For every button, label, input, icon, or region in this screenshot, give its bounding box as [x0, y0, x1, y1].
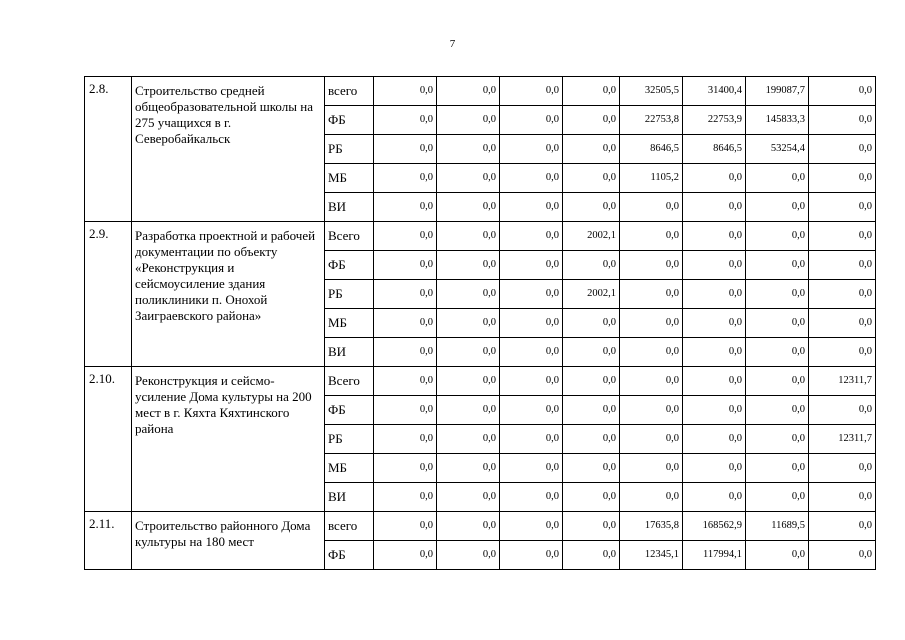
- budget-table: [84, 76, 876, 570]
- amount-cell: 22753,9: [683, 106, 746, 135]
- amount-cell: 0,0: [809, 77, 876, 106]
- amount-cell: 0,0: [374, 309, 437, 338]
- amount-cell: 0,0: [620, 280, 683, 309]
- funding-source: ФБ: [325, 106, 374, 135]
- amount-cell: 0,0: [620, 338, 683, 367]
- amount-cell: 0,0: [563, 135, 620, 164]
- amount-cell: 0,0: [500, 164, 563, 193]
- amount-cell: 0,0: [500, 135, 563, 164]
- funding-source: ФБ: [325, 251, 374, 280]
- amount-cell: 0,0: [437, 483, 500, 512]
- amount-cell: 0,0: [437, 425, 500, 454]
- amount-cell: 0,0: [374, 251, 437, 280]
- amount-cell: 0,0: [683, 251, 746, 280]
- funding-source: РБ: [325, 135, 374, 164]
- item-title: Строительство средней общеобразовательной школы на 275 учащихся в г. Северобайкальск: [132, 77, 325, 222]
- amount-cell: 0,0: [683, 367, 746, 396]
- funding-source: РБ: [325, 425, 374, 454]
- amount-cell: 0,0: [620, 367, 683, 396]
- table-row: [85, 222, 876, 251]
- amount-cell: 0,0: [374, 367, 437, 396]
- amount-cell: 0,0: [809, 541, 876, 570]
- funding-source: ВИ: [325, 338, 374, 367]
- item-number: 2.11.: [85, 512, 132, 570]
- amount-cell: 0,0: [563, 454, 620, 483]
- amount-cell: 0,0: [809, 512, 876, 541]
- amount-cell: 0,0: [620, 193, 683, 222]
- amount-cell: 0,0: [437, 222, 500, 251]
- page-number: 7: [449, 38, 456, 50]
- amount-cell: 0,0: [620, 222, 683, 251]
- amount-cell: 0,0: [500, 541, 563, 570]
- amount-cell: 199087,7: [746, 77, 809, 106]
- item-title: Строительство районного Дома культуры на 180 мест: [132, 512, 325, 570]
- amount-cell: 12345,1: [620, 541, 683, 570]
- amount-cell: 168562,9: [683, 512, 746, 541]
- amount-cell: 0,0: [437, 164, 500, 193]
- amount-cell: 0,0: [746, 251, 809, 280]
- amount-cell: 0,0: [437, 280, 500, 309]
- amount-cell: 0,0: [500, 193, 563, 222]
- funding-source: всего: [325, 77, 374, 106]
- amount-cell: 0,0: [500, 396, 563, 425]
- amount-cell: 11689,5: [746, 512, 809, 541]
- amount-cell: 2002,1: [563, 222, 620, 251]
- amount-cell: 0,0: [437, 251, 500, 280]
- amount-cell: 0,0: [563, 396, 620, 425]
- amount-cell: 0,0: [809, 222, 876, 251]
- funding-source: ВИ: [325, 193, 374, 222]
- amount-cell: 0,0: [563, 483, 620, 512]
- amount-cell: 145833,3: [746, 106, 809, 135]
- amount-cell: 32505,5: [620, 77, 683, 106]
- amount-cell: 8646,5: [620, 135, 683, 164]
- amount-cell: 0,0: [374, 396, 437, 425]
- amount-cell: 0,0: [500, 222, 563, 251]
- item-title: Разработка проектной и рабочей документации по объекту «Реконструкция и сейсмоусиление здания поликлиники п. Онохой Заиграевского района»: [132, 222, 325, 367]
- amount-cell: 0,0: [374, 280, 437, 309]
- amount-cell: 0,0: [500, 483, 563, 512]
- amount-cell: 0,0: [746, 367, 809, 396]
- amount-cell: 0,0: [620, 251, 683, 280]
- amount-cell: 0,0: [374, 193, 437, 222]
- amount-cell: 0,0: [500, 280, 563, 309]
- amount-cell: 0,0: [809, 106, 876, 135]
- amount-cell: 0,0: [809, 454, 876, 483]
- amount-cell: 0,0: [746, 396, 809, 425]
- item-number: 2.9.: [85, 222, 132, 367]
- amount-cell: 0,0: [374, 338, 437, 367]
- table-row: [85, 367, 876, 396]
- amount-cell: 0,0: [809, 251, 876, 280]
- amount-cell: 0,0: [809, 396, 876, 425]
- amount-cell: 0,0: [809, 309, 876, 338]
- amount-cell: 0,0: [746, 483, 809, 512]
- amount-cell: 0,0: [746, 309, 809, 338]
- amount-cell: 0,0: [500, 77, 563, 106]
- amount-cell: 0,0: [683, 222, 746, 251]
- amount-cell: 0,0: [683, 338, 746, 367]
- amount-cell: 0,0: [746, 454, 809, 483]
- amount-cell: 0,0: [374, 541, 437, 570]
- amount-cell: 0,0: [500, 454, 563, 483]
- amount-cell: 0,0: [500, 309, 563, 338]
- amount-cell: 0,0: [620, 309, 683, 338]
- budget-table-body: [85, 77, 876, 570]
- funding-source: МБ: [325, 164, 374, 193]
- amount-cell: 0,0: [563, 309, 620, 338]
- amount-cell: 0,0: [374, 135, 437, 164]
- amount-cell: 0,0: [563, 251, 620, 280]
- amount-cell: 0,0: [809, 280, 876, 309]
- amount-cell: 0,0: [437, 135, 500, 164]
- amount-cell: 0,0: [809, 193, 876, 222]
- item-title: Реконструкция и сейсмо-усиление Дома культуры на 200 мест в г. Кяхта Кяхтинского района: [132, 367, 325, 512]
- amount-cell: 0,0: [500, 512, 563, 541]
- amount-cell: 0,0: [563, 367, 620, 396]
- amount-cell: 0,0: [563, 193, 620, 222]
- amount-cell: 17635,8: [620, 512, 683, 541]
- amount-cell: 0,0: [620, 396, 683, 425]
- amount-cell: 0,0: [809, 164, 876, 193]
- funding-source: Всего: [325, 367, 374, 396]
- amount-cell: 0,0: [746, 541, 809, 570]
- amount-cell: 0,0: [683, 396, 746, 425]
- amount-cell: 12311,7: [809, 425, 876, 454]
- amount-cell: 0,0: [437, 309, 500, 338]
- amount-cell: 0,0: [374, 77, 437, 106]
- amount-cell: 0,0: [437, 541, 500, 570]
- amount-cell: 0,0: [374, 222, 437, 251]
- amount-cell: 0,0: [683, 193, 746, 222]
- amount-cell: 0,0: [374, 164, 437, 193]
- amount-cell: 0,0: [437, 454, 500, 483]
- funding-source: МБ: [325, 309, 374, 338]
- table-row: [85, 512, 876, 541]
- amount-cell: 1105,2: [620, 164, 683, 193]
- amount-cell: 22753,8: [620, 106, 683, 135]
- amount-cell: 0,0: [683, 280, 746, 309]
- amount-cell: 0,0: [563, 106, 620, 135]
- amount-cell: 0,0: [563, 425, 620, 454]
- amount-cell: 0,0: [746, 193, 809, 222]
- amount-cell: 0,0: [437, 338, 500, 367]
- amount-cell: 0,0: [500, 425, 563, 454]
- amount-cell: 0,0: [620, 483, 683, 512]
- amount-cell: 0,0: [563, 512, 620, 541]
- amount-cell: 0,0: [437, 193, 500, 222]
- amount-cell: 0,0: [500, 338, 563, 367]
- funding-source: ВИ: [325, 483, 374, 512]
- amount-cell: 8646,5: [683, 135, 746, 164]
- amount-cell: 0,0: [746, 164, 809, 193]
- funding-source: всего: [325, 512, 374, 541]
- amount-cell: 0,0: [374, 483, 437, 512]
- amount-cell: 0,0: [746, 222, 809, 251]
- funding-source: ФБ: [325, 396, 374, 425]
- amount-cell: 2002,1: [563, 280, 620, 309]
- funding-source: ФБ: [325, 541, 374, 570]
- amount-cell: 0,0: [500, 367, 563, 396]
- amount-cell: 0,0: [437, 396, 500, 425]
- amount-cell: 0,0: [500, 251, 563, 280]
- amount-cell: 0,0: [374, 512, 437, 541]
- amount-cell: 0,0: [683, 454, 746, 483]
- amount-cell: 0,0: [746, 338, 809, 367]
- amount-cell: 0,0: [620, 425, 683, 454]
- amount-cell: 0,0: [374, 425, 437, 454]
- funding-source: Всего: [325, 222, 374, 251]
- funding-source: РБ: [325, 280, 374, 309]
- amount-cell: 0,0: [809, 135, 876, 164]
- table-row: [85, 77, 876, 106]
- amount-cell: 0,0: [437, 77, 500, 106]
- amount-cell: 0,0: [563, 164, 620, 193]
- amount-cell: 0,0: [746, 280, 809, 309]
- amount-cell: 0,0: [374, 106, 437, 135]
- amount-cell: 0,0: [563, 338, 620, 367]
- amount-cell: 31400,4: [683, 77, 746, 106]
- amount-cell: 117994,1: [683, 541, 746, 570]
- amount-cell: 12311,7: [809, 367, 876, 396]
- amount-cell: 0,0: [620, 454, 683, 483]
- amount-cell: 0,0: [809, 338, 876, 367]
- amount-cell: 0,0: [683, 483, 746, 512]
- amount-cell: 0,0: [374, 454, 437, 483]
- amount-cell: 0,0: [746, 425, 809, 454]
- item-number: 2.10.: [85, 367, 132, 512]
- amount-cell: 0,0: [563, 77, 620, 106]
- funding-source: МБ: [325, 454, 374, 483]
- amount-cell: 0,0: [683, 309, 746, 338]
- amount-cell: 0,0: [500, 106, 563, 135]
- amount-cell: 53254,4: [746, 135, 809, 164]
- amount-cell: 0,0: [437, 106, 500, 135]
- item-number: 2.8.: [85, 77, 132, 222]
- amount-cell: 0,0: [809, 483, 876, 512]
- amount-cell: 0,0: [437, 367, 500, 396]
- amount-cell: 0,0: [437, 512, 500, 541]
- amount-cell: 0,0: [563, 541, 620, 570]
- amount-cell: 0,0: [683, 164, 746, 193]
- amount-cell: 0,0: [683, 425, 746, 454]
